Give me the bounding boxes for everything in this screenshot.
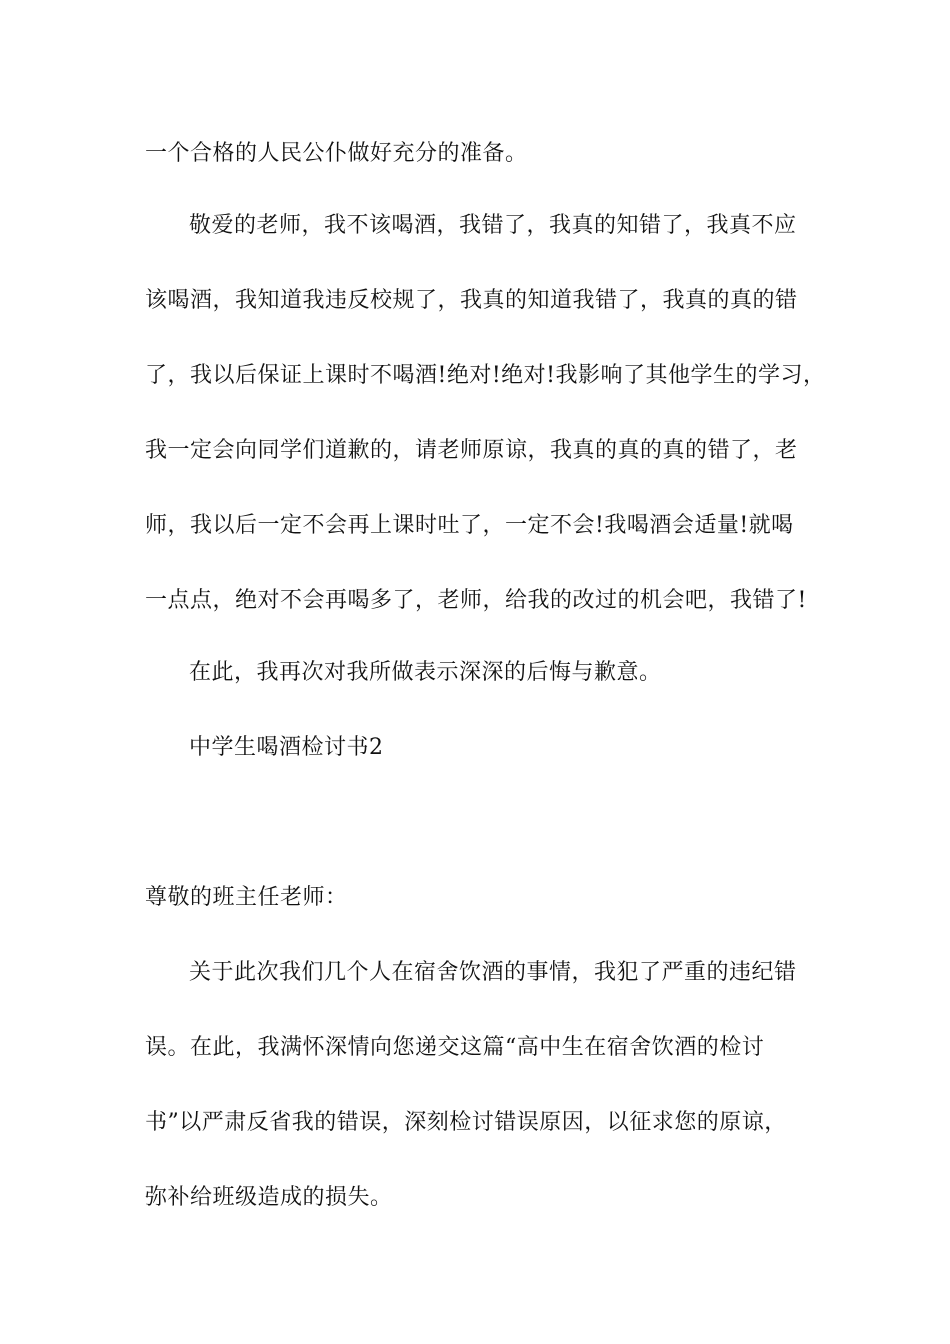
text-line: 一点点，绝对不会再喝多了，老师，给我的改过的机会吧，我错了! — [145, 588, 807, 613]
paragraph-line: 关于此次我们几个人在宿舍饮酒的事情，我犯了严重的违纪错 — [189, 960, 797, 985]
text-line: 误。在此，我满怀深情向您递交这篇“高中生在宿舍饮酒的检讨 — [145, 1035, 765, 1060]
text-line: 该喝酒，我知道我违反校规了，我真的知道我错了，我真的真的错 — [145, 288, 798, 313]
paragraph-line: 在此，我再次对我所做表示深深的后悔与歉意。 — [189, 660, 662, 685]
section-heading: 中学生喝酒检讨书2 — [189, 735, 384, 760]
text-line: 一个合格的人民公仆做好充分的准备。 — [145, 141, 528, 166]
text-line: 了，我以后保证上课时不喝酒!绝对!绝对!我影响了其他学生的学习， — [145, 363, 826, 388]
paragraph-line: 敬爱的老师，我不该喝酒，我错了，我真的知错了，我真不应 — [189, 213, 797, 238]
text-line: 书”以严肃反省我的错误，深刻检讨错误原因，以征求您的原谅， — [145, 1110, 787, 1135]
text-line: 弥补给班级造成的损失。 — [145, 1185, 393, 1210]
salutation: 尊敬的班主任老师： — [145, 885, 348, 910]
text-line: 师，我以后一定不会再上课时吐了，一定不会!我喝酒会适量!就喝 — [145, 513, 794, 538]
text-line: 我一定会向同学们道歉的，请老师原谅，我真的真的真的错了，老 — [145, 438, 798, 463]
